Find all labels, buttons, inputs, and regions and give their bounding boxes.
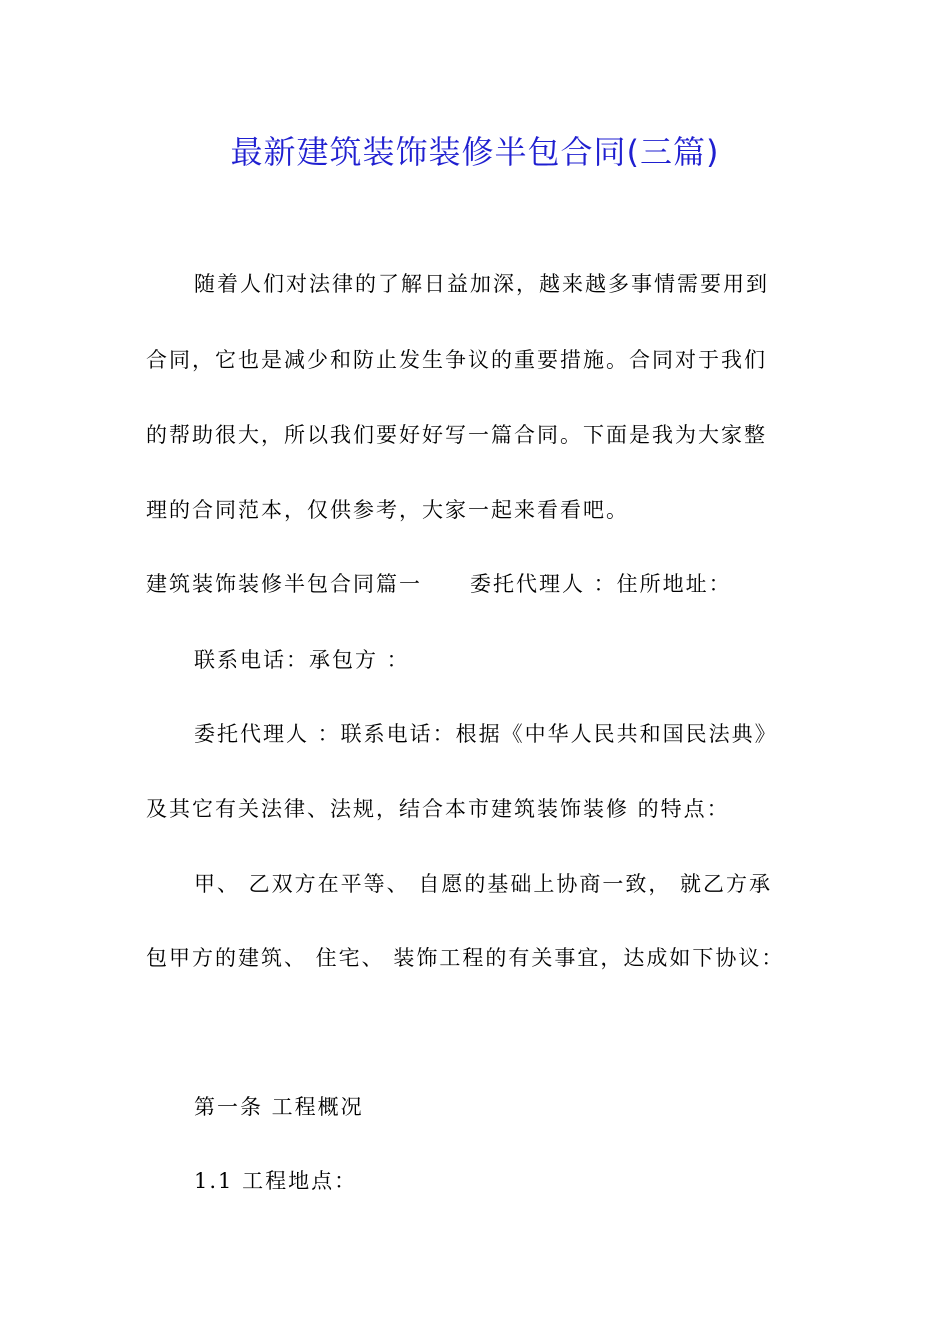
article-1-1-location: 1.1 工程地点： [194, 1169, 358, 1193]
intro-line-3: 的帮助很大，所以我们要好好写一篇合同。下面是我为大家整 [146, 423, 767, 447]
law-basis-line: 及其它有关法律、法规，结合本市建筑装饰装修 的特点： [146, 797, 730, 821]
article-1-title: 第一条 工程概况 [194, 1095, 364, 1119]
document-title: 最新建筑装饰装修半包合同(三篇) [230, 133, 720, 171]
party-a-agent-address: 委托代理人 ：住所地址： [470, 572, 732, 596]
contact-contractor-line: 联系电话：承包方 ： [194, 648, 410, 672]
section-heading: 建筑装饰装修半包合同篇一 [146, 572, 422, 596]
intro-line-2: 合同，它也是减少和防止发生争议的重要措施。合同对于我们 [146, 348, 767, 372]
section-heading-row [146, 569, 846, 599]
intro-line-1: 随着人们对法律的了解日益加深，越来越多事情需要用到 [194, 272, 769, 296]
party-b-agent-line: 委托代理人 ：联系电话：根据《中华人民共和国民法典》 [194, 722, 778, 746]
agreement-line-2: 包甲方的建筑、 住宅、 装饰工程的有关事宜，达成如下协议： [146, 946, 785, 970]
agreement-line-1: 甲、 乙双方在平等、 自愿的基础上协商一致， 就乙方承 [194, 872, 773, 896]
intro-line-4: 理的合同范本，仅供参考，大家一起来看看吧。 [146, 498, 629, 522]
